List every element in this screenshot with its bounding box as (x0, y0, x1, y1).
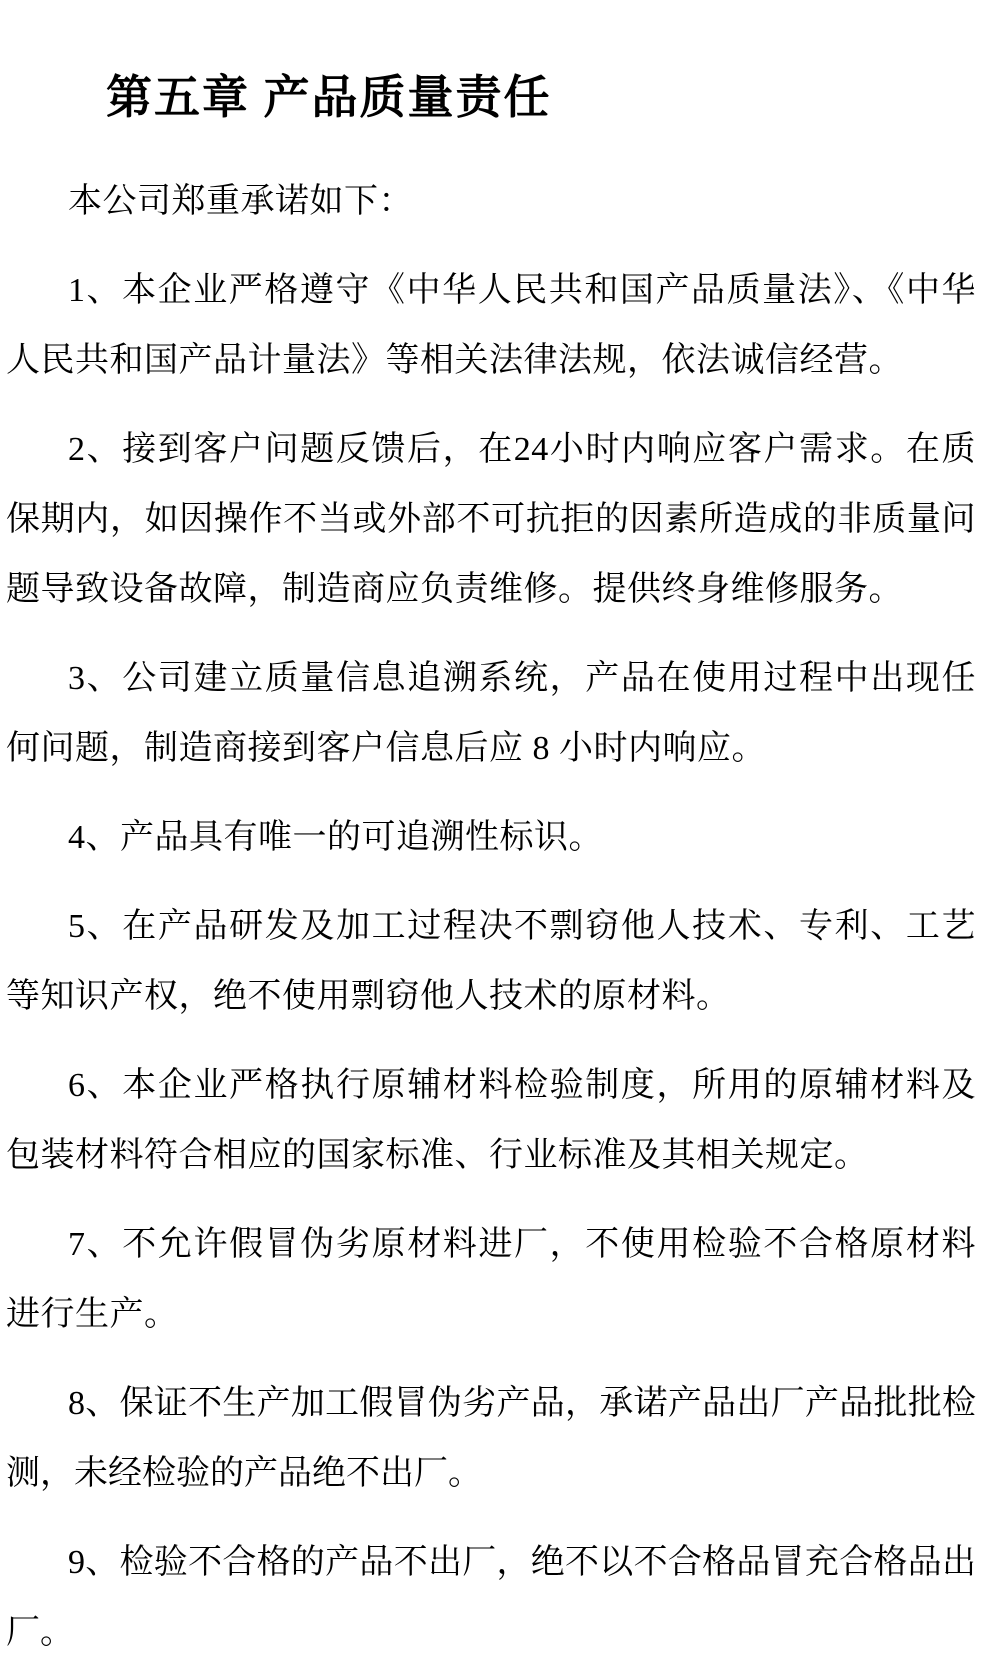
paragraph-6: 6、本企业严格执行原辅材料检验制度，所用的原辅材料及包装材料符合相应的国家标准、行业标准及其相关规定。 (6, 1066, 976, 1174)
chapter-title: 第五章 产品质量责任 (106, 72, 552, 123)
paragraph-2: 2、接到客户问题反馈后，在24小时内响应客户需求。在质保期内，如因操作不当或外部不可抗拒的因素所造成的非质量问题导致设备故障，制造商应负责维修。提供终身维修服务。 (6, 430, 976, 608)
paragraph-7: 7、不允许假冒伪劣原材料进厂，不使用检验不合格原材料进行生产。 (6, 1225, 976, 1333)
paragraph-3: 3、公司建立质量信息追溯系统，产品在使用过程中出现任何问题，制造商接到客户信息后应 8 小时内响应。 (6, 659, 976, 767)
intro-paragraph: 本公司郑重承诺如下： (68, 182, 413, 220)
paragraph-1: 1、本企业严格遵守《中华人民共和国产品质量法》、《中华人民共和国产品计量法》等相关法律法规，依法诚信经营。 (6, 271, 976, 379)
paragraph-9: 9、检验不合格的产品不出厂，绝不以不合格品冒充合格品出厂。 (6, 1543, 976, 1651)
paragraph-8: 8、保证不生产加工假冒伪劣产品，承诺产品出厂产品批批检测，未经检验的产品绝不出厂。 (6, 1384, 976, 1492)
paragraph-4: 4、产品具有唯一的可追溯性标识。 (68, 818, 603, 856)
paragraph-5: 5、在产品研发及加工过程决不剽窃他人技术、专利、工艺等知识产权，绝不使用剽窃他人技术的原材料。 (6, 907, 976, 1015)
